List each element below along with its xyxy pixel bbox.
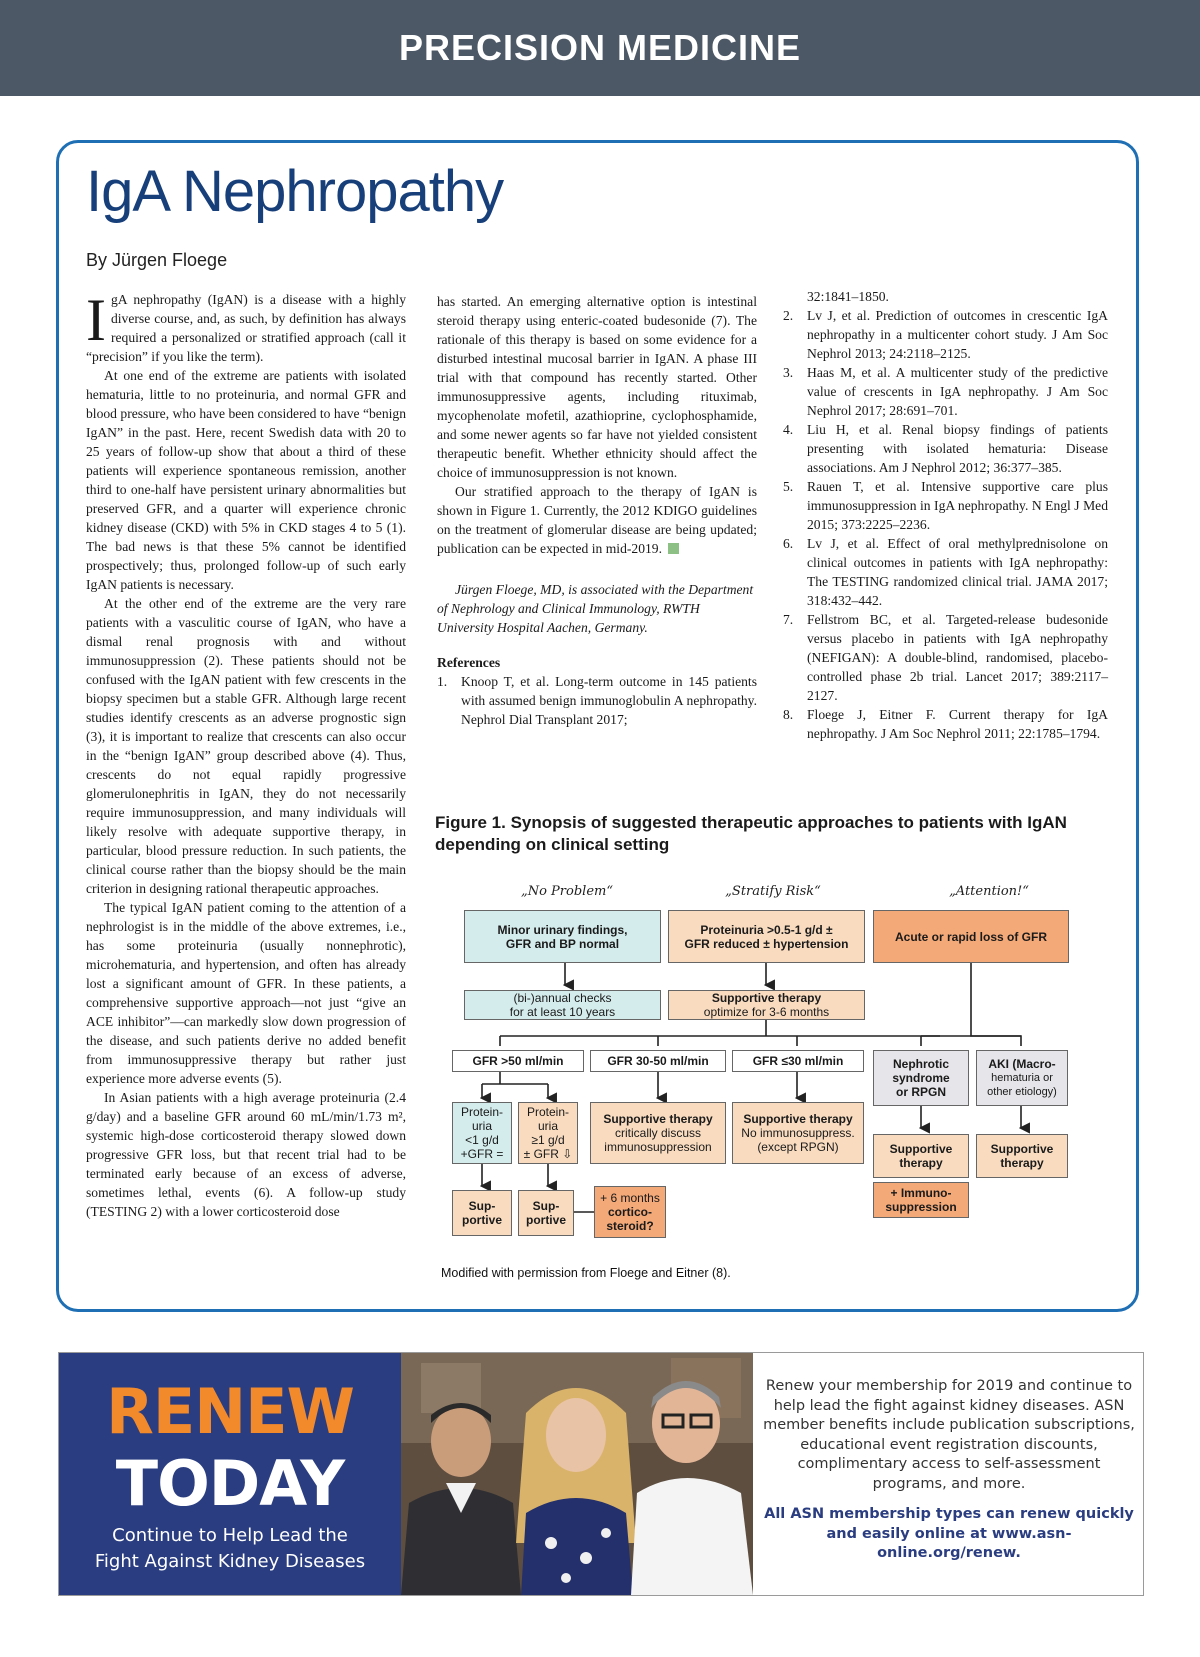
box-proteinuria-high: Protein- uria ≥1 g/d ± GFR ⇩ (518, 1102, 578, 1164)
paragraph-2: At one end of the extreme are patients with isolated hematuria, little to no proteinuria, and normal GFR and blood pressure, who have been considered to have “benign IgAN” in the past. Here, recent Swedish data with 20 to 25 years of follow-up show that about a third of these patients will experience spontaneous remission, another third to one-half have persistent urinary abnormalities but preserved GFR, and a quarter will experience chronic kidney disease (CKD) with 5% in CKD stages 4 to 5 (1). The bad news is that these 5% cannot be identified prospectively; thus, prolonged follow-up of such early IgAN patients is necessary. (86, 368, 406, 592)
box-supportive-optimize: Supportive therapy optimize for 3-6 months (668, 990, 865, 1020)
reference-item: 3. Haas M, et al. A multicenter study of the predictive value of crescents in IgA nephropathy. J Am Soc Nephrol 2017; 28:691–701. (783, 365, 1108, 418)
paragraph-5-cont: has started. An emerging alternative option is intestinal steroid therapy using enteric-coated budesonide (7). The rationale of this therapy is based on some evidence for a disturbed intestinal mucosal barrier in IgAN. A phase III trial with that compound has recently started. Other immunosuppressive agents, including rituximab, mycophenolate mofetil, azathioprine, cyclophosphamide, and some newer agents so far have not yielded consistent therapeutic benefit. Whether ethnicity should affect the choice of immunosuppression is not known. (437, 294, 757, 480)
box-supportive-no-immuno: Supportive therapy No immunosuppress. (except RPGN) (732, 1102, 864, 1164)
box-minor-findings: Minor urinary findings, GFR and BP normal (464, 910, 661, 963)
header-no-problem: „No Problem“ (520, 884, 613, 899)
box-gfr-30: GFR ≤30 ml/min (732, 1050, 864, 1072)
box-proteinuria: Proteinuria >0.5-1 g/d ± GFR reduced ± hypertension (668, 910, 865, 963)
reference-item: 8. Floege J, Eitner F. Current therapy for IgA nephropathy. J Am Soc Nephrol 2011; 22:1785–1794. (783, 707, 1108, 741)
reference-item: 6. Lv J, et al. Effect of oral methylprednisolone on clinical outcomes in patients with IgA nephropathy: The TESTING randomized clinical trial. JAMA 2017; 318:432–442. (783, 536, 1108, 608)
ad-tagline: Continue to Help Lead the Fight Against Kidney Diseases (94, 1525, 366, 1572)
reference-item: 2. Lv J, et al. Prediction of outcomes in crescentic IgA nephropathy in a multicenter cohort study. J Am Soc Nephrol 2013; 24:2118–2125. (783, 308, 1108, 361)
figure-credit: Modified with permission from Floege and Eitner (8). (441, 1266, 731, 1280)
ad-left-panel (59, 1353, 401, 1595)
section-title: PRECISION MEDICINE (398, 27, 802, 68)
references-list-part1 (437, 672, 757, 729)
column-3 (783, 287, 1108, 743)
box-proteinuria-low: Protein- uria <1 g/d +GFR = (452, 1102, 512, 1164)
drop-cap: I (86, 287, 106, 353)
ad-today-word: TODAY (115, 1447, 345, 1520)
references-heading: References (437, 655, 501, 670)
section-banner (0, 0, 1200, 96)
column-2 (437, 292, 757, 729)
reference-item: 32:1841–1850. (807, 289, 889, 304)
box-corticosteroid: + 6 months cortico- steroid? (594, 1186, 666, 1238)
figure-caption: Figure 1. Synopsis of suggested therapeutic approaches to patients with IgAN depending on clinical setting (435, 813, 1067, 854)
paragraph-5: In Asian patients with a high average proteinuria (2.4 g/day) and a baseline GFR around 60 mL/min/1.73 m², systemic high-dose corticosteroid therapy slowed down progressive GFR loss, but that recent trial had to be terminated early because of an excess of adverse, sometimes lethal, events (6). A follow-up study (TESTING 2) with a lower corticosteroid dose (86, 1090, 406, 1219)
references-list-part2 (783, 287, 1108, 743)
box-immunosuppression: + Immuno- suppression (873, 1182, 969, 1218)
ad-call-to-action[interactable]: All ASN membership types can renew quickly and easily online at www.asn-online.org/renew. (764, 1506, 1134, 1561)
byline: By Jürgen Floege (86, 250, 228, 270)
header-stratify-risk: „Stratify Risk“ (725, 884, 821, 899)
box-nephrotic: Nephrotic syndrome or RPGN (873, 1050, 969, 1106)
renew-advertisement[interactable] (58, 1352, 1144, 1596)
box-supportive-nephrotic: Supportive therapy (873, 1134, 969, 1178)
end-mark-icon (668, 543, 679, 554)
box-acute-loss: Acute or rapid loss of GFR (873, 910, 1069, 963)
box-supportive-aki: Supportive therapy (976, 1134, 1068, 1178)
reference-item: 4. Liu H, et al. Renal biopsy findings of patients presenting with isolated hematuria: Disease associations. Am J Nephrol 2012; 36:377–385. (783, 422, 1108, 475)
box-annual-checks: (bi-)annual checks for at least 10 years (464, 990, 661, 1020)
header-attention: „Attention!“ (949, 884, 1029, 899)
author-affiliation: Jürgen Floege, MD, is associated with the Department of Nephrology and Clinical Immunology, RWTH University Hospital Aachen, Germany. (437, 582, 754, 635)
paragraph-6: Our stratified approach to the therapy of IgAN is shown in Figure 1. Currently, the 2012 KDIGO guidelines on the treatment of glomerular disease are being updated; publication can be expected in mid-2019. (437, 484, 757, 556)
ad-right-panel (753, 1353, 1143, 1595)
article-title: IgA Nephropathy (86, 159, 504, 224)
box-supportive-low: Sup- portive (452, 1190, 512, 1236)
ad-photo-three-people (401, 1353, 753, 1595)
box-gfr-30-50: GFR 30-50 ml/min (590, 1050, 726, 1072)
ad-renew-word: RENEW (106, 1375, 354, 1448)
box-gfr-50: GFR >50 ml/min (452, 1050, 584, 1072)
paragraph-1: IgA nephropathy (IgAN) is a disease with a highly diverse course, and, as such, by definition has always required a personalized or stratified approach (call it “precision” if you like the term). (86, 287, 406, 364)
reference-item: 5. Rauen T, et al. Intensive supportive care plus immunosuppression in IgA nephropathy. N Engl J Med 2015; 373:2225–2236. (783, 479, 1108, 532)
reference-item: 1. Knoop T, et al. Long-term outcome in 145 patients with assumed benign immunoglobulin A nephropathy. Nephrol Dial Transplant 2017; (437, 674, 757, 727)
ad-body-text: Renew your membership for 2019 and continue to help lead the fight against kidney diseases. ASN member benefits include publication subscriptions, educational event registration discounts, complimentary access to self-assessment programs, and more. (763, 1378, 1135, 1492)
box-supportive-high: Sup- portive (518, 1190, 574, 1236)
box-aki: AKI (Macro- hematuria or other etiology) (976, 1050, 1068, 1106)
paragraph-3: At the other end of the extreme are the very rare patients with a vasculitic course of IgAN, who have a dismal renal prognosis with and without immunosuppression (2). These patients should not be confused with the IgAN patient with few crescents in the biopsy specimen but a stable GFR. Although large recent studies identify crescents as an adverse prognostic sign (3), it is important to realize that crescents can also occur in the “benign IgAN” group described above (4). Thus, crescents do not equal rapidly progressive glomerulonephritis in IgAN, they do not necessarily require immunosuppression, and many individuals will likely resolve with adequate supportive therapy, in particular, blood pressure reduction. In such patients, the clinical course rather than the biopsy should be the main criterion in designing rational therapeutic approaches. (86, 596, 406, 896)
column-1 (86, 287, 406, 1221)
box-supportive-critical: Supportive therapy critically discuss immunosuppression (590, 1102, 726, 1164)
paragraph-4: The typical IgAN patient coming to the attention of a nephrologist is in the middle of the above extremes, i.e., has some proteinuria (usually nonnephrotic), microhematuria, and hypertension, and often has already lost a significant amount of GFR. In these patients, a comprehensive supportive approach—not just “give an ACE inhibitor”—can markedly slow down progression of the disease, and such patients derive no added benefit from immunosuppressive therapy but rather just experience more adverse events (5). (86, 900, 406, 1086)
reference-item: 7. Fellstrom BC, et al. Targeted-release budesonide versus placebo in patients with IgA nephropathy (NEFIGAN): A double-blind, randomised, placebo-controlled phase 2b trial. Lancet 2017; 389:2117–2127. (783, 612, 1108, 703)
